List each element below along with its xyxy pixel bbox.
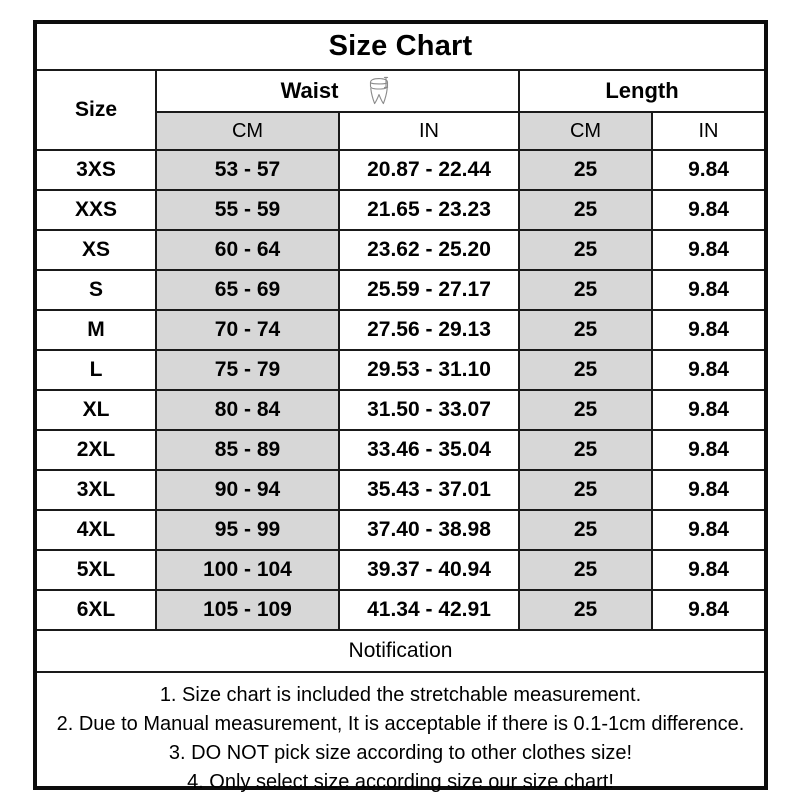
cell-length-cm: 25: [519, 510, 652, 550]
table-row: [37, 510, 764, 550]
notification-heading-row: [37, 630, 764, 672]
column-header-waist-cm: CM: [156, 112, 339, 150]
column-group-waist-label: Waist: [280, 78, 339, 103]
group-header-row: [37, 70, 764, 112]
cell-length-in: 9.84: [652, 310, 764, 350]
size-chart-card: [33, 20, 768, 793]
cell-size: 6XL: [37, 590, 156, 630]
cell-waist-cm: 90 - 94: [156, 470, 339, 510]
cell-size: 2XL: [37, 430, 156, 470]
column-header-waist-in: IN: [339, 112, 519, 150]
table-row: [37, 310, 764, 350]
cell-length-cm: 25: [519, 190, 652, 230]
cell-length-in: 9.84: [652, 190, 764, 230]
cell-waist-in: 29.53 - 31.10: [339, 350, 519, 390]
cell-length-in: 9.84: [652, 470, 764, 510]
cell-waist-in: 20.87 - 22.44: [339, 150, 519, 190]
cell-size: XS: [37, 230, 156, 270]
cell-length-in: 9.84: [652, 230, 764, 270]
cell-size: 4XL: [37, 510, 156, 550]
cell-waist-cm: 85 - 89: [156, 430, 339, 470]
cell-length-in: 9.84: [652, 150, 764, 190]
cell-waist-cm: 75 - 79: [156, 350, 339, 390]
column-header-length-cm: CM: [519, 112, 652, 150]
cell-length-in: 9.84: [652, 590, 764, 630]
table-row: [37, 350, 764, 390]
cell-waist-in: 27.56 - 29.13: [339, 310, 519, 350]
cell-size: XXS: [37, 190, 156, 230]
cell-waist-in: 23.62 - 25.20: [339, 230, 519, 270]
notification-line: 2. Due to Manual measurement, It is acceptable if there is 0.1-1cm difference.: [56, 713, 745, 735]
cell-length-cm: 25: [519, 310, 652, 350]
table-row: [37, 390, 764, 430]
cell-length-cm: 25: [519, 150, 652, 190]
notification-line: 1. Size chart is included the stretchable measurement.: [159, 684, 642, 706]
page-title: Size Chart: [37, 24, 764, 70]
cell-length-in: 9.84: [652, 390, 764, 430]
cell-waist-in: 41.34 - 42.91: [339, 590, 519, 630]
table-row: [37, 270, 764, 310]
briefs-waist-measure-icon: [364, 74, 394, 108]
cell-waist-cm: 95 - 99: [156, 510, 339, 550]
cell-length-cm: 25: [519, 350, 652, 390]
cell-size: S: [37, 270, 156, 310]
cell-length-cm: 25: [519, 270, 652, 310]
cell-length-in: 9.84: [652, 510, 764, 550]
table-row: [37, 590, 764, 630]
cell-length-in: 9.84: [652, 270, 764, 310]
notification-line: 4. Only select size according size our size chart!: [187, 771, 614, 793]
table-row: [37, 430, 764, 470]
cell-waist-cm: 100 - 104: [156, 550, 339, 590]
cell-length-in: 9.84: [652, 550, 764, 590]
cell-size: L: [37, 350, 156, 390]
cell-size: M: [37, 310, 156, 350]
table-row: [37, 230, 764, 270]
cell-waist-cm: 105 - 109: [156, 590, 339, 630]
table-row: [37, 470, 764, 510]
cell-waist-cm: 65 - 69: [156, 270, 339, 310]
cell-waist-in: 25.59 - 27.17: [339, 270, 519, 310]
notification-line: 3. DO NOT pick size according to other clothes size!: [168, 742, 633, 764]
cell-waist-cm: 55 - 59: [156, 190, 339, 230]
title-row: [37, 24, 764, 70]
cell-length-cm: 25: [519, 470, 652, 510]
column-group-length: Length: [519, 70, 764, 112]
column-header-length-in: IN: [652, 112, 764, 150]
cell-length-in: 9.84: [652, 350, 764, 390]
cell-length-cm: 25: [519, 550, 652, 590]
cell-waist-in: 33.46 - 35.04: [339, 430, 519, 470]
cell-length-cm: 25: [519, 230, 652, 270]
cell-waist-in: 39.37 - 40.94: [339, 550, 519, 590]
cell-length-cm: 25: [519, 590, 652, 630]
cell-size: 3XS: [37, 150, 156, 190]
cell-waist-cm: 70 - 74: [156, 310, 339, 350]
table-row: [37, 150, 764, 190]
cell-size: XL: [37, 390, 156, 430]
cell-length-cm: 25: [519, 430, 652, 470]
cell-waist-in: 35.43 - 37.01: [339, 470, 519, 510]
table-row: [37, 550, 764, 590]
cell-waist-in: 31.50 - 33.07: [339, 390, 519, 430]
cell-waist-cm: 80 - 84: [156, 390, 339, 430]
cell-waist-in: 21.65 - 23.23: [339, 190, 519, 230]
notification-heading: Notification: [37, 630, 764, 672]
cell-length-cm: 25: [519, 390, 652, 430]
column-group-waist: [156, 70, 519, 112]
notification-body: [37, 672, 764, 807]
table-row: [37, 190, 764, 230]
notification-body-row: [37, 672, 764, 807]
size-chart-table: [37, 24, 764, 807]
cell-length-in: 9.84: [652, 430, 764, 470]
cell-size: 3XL: [37, 470, 156, 510]
cell-waist-in: 37.40 - 38.98: [339, 510, 519, 550]
cell-waist-cm: 53 - 57: [156, 150, 339, 190]
cell-size: 5XL: [37, 550, 156, 590]
column-header-size: Size: [37, 70, 156, 150]
cell-waist-cm: 60 - 64: [156, 230, 339, 270]
